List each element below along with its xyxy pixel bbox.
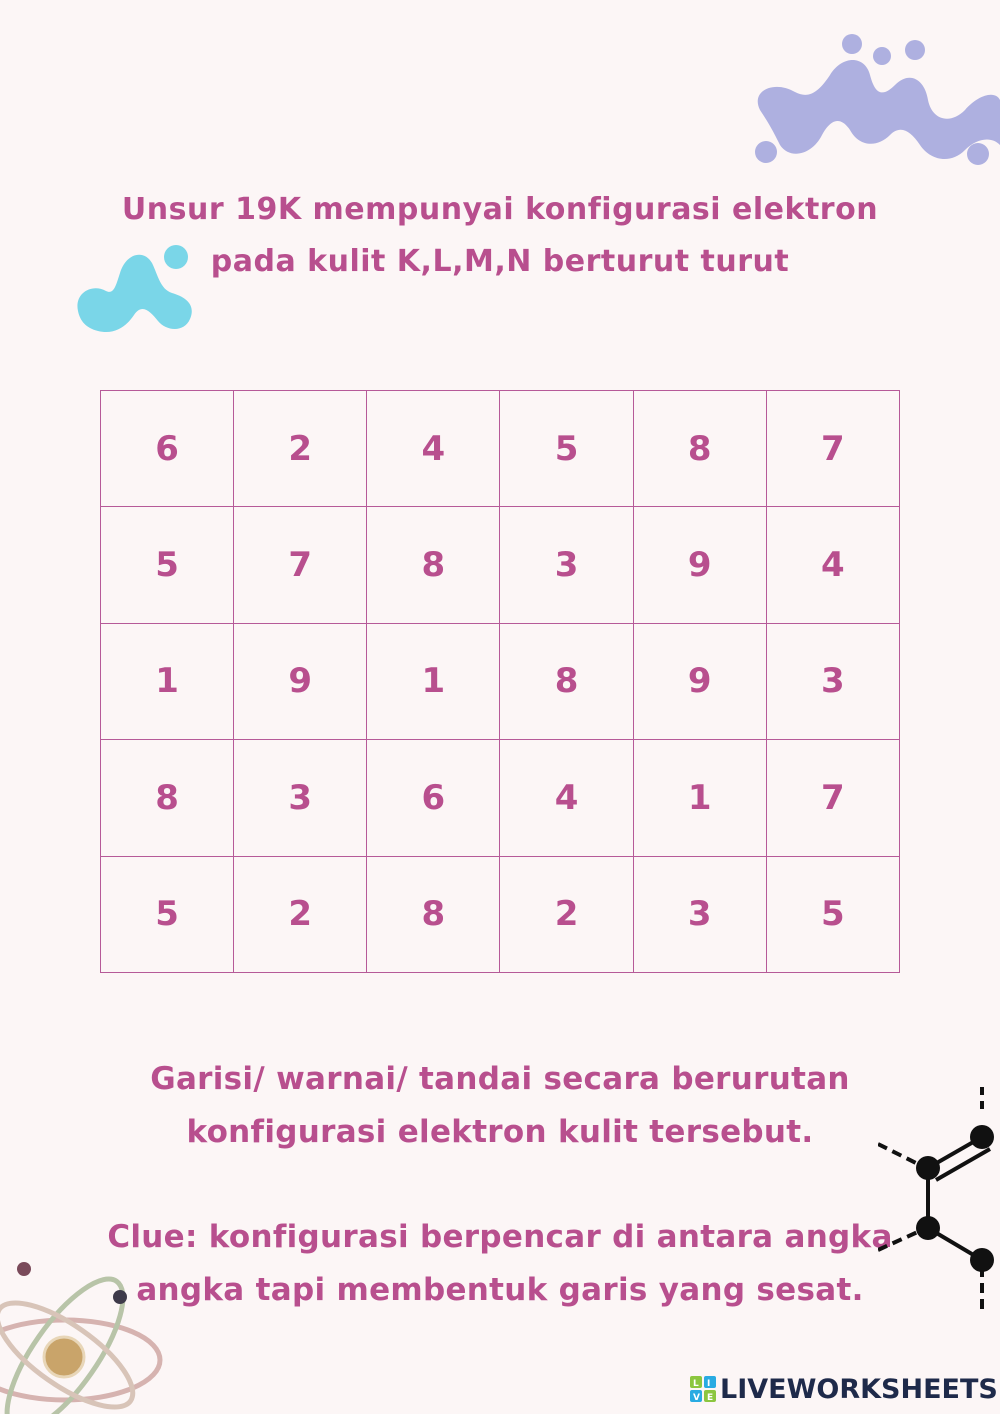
grid-cell[interactable]: 8 xyxy=(367,507,500,623)
instruction-line-1: Garisi/ warnai/ tandai secara berurutan xyxy=(150,1061,850,1097)
grid-cell[interactable]: 7 xyxy=(766,391,899,507)
grid-row xyxy=(101,856,900,972)
grid-cell[interactable]: 7 xyxy=(234,507,367,623)
grid-cell[interactable]: 3 xyxy=(766,623,899,739)
grid-cell[interactable]: 8 xyxy=(367,856,500,972)
logo-mark-icon xyxy=(690,1376,716,1402)
grid-row xyxy=(101,740,900,856)
grid-cell[interactable]: 7 xyxy=(766,740,899,856)
logo-text: LIVEWORKSHEETS xyxy=(720,1373,998,1405)
grid-cell[interactable]: 9 xyxy=(234,623,367,739)
grid-cell[interactable]: 8 xyxy=(101,740,234,856)
logo-letter: L xyxy=(693,1379,699,1389)
grid-cell[interactable]: 3 xyxy=(500,507,633,623)
grid-cell[interactable]: 4 xyxy=(367,391,500,507)
grid-cell[interactable]: 5 xyxy=(101,856,234,972)
clue-line-2: angka tapi membentuk garis yang sesat. xyxy=(136,1272,864,1308)
grid-cell[interactable]: 8 xyxy=(633,391,766,507)
grid-cell[interactable]: 1 xyxy=(101,623,234,739)
grid-cell[interactable]: 1 xyxy=(633,740,766,856)
atom-icon xyxy=(0,1255,170,1414)
page-heading xyxy=(100,184,900,288)
grid-cell[interactable]: 2 xyxy=(500,856,633,972)
clue-text xyxy=(80,1211,920,1317)
molecule-structure-icon xyxy=(878,1082,1000,1314)
grid-row xyxy=(101,391,900,507)
heading-line-2: pada kulit K,L,M,N berturut turut xyxy=(210,244,790,279)
grid-cell[interactable]: 3 xyxy=(234,740,367,856)
grid-cell[interactable]: 5 xyxy=(500,391,633,507)
number-grid xyxy=(100,390,900,973)
grid-cell[interactable]: 4 xyxy=(500,740,633,856)
grid-cell[interactable]: 5 xyxy=(766,856,899,972)
grid-cell[interactable]: 8 xyxy=(500,623,633,739)
logo-letter: V xyxy=(693,1393,700,1402)
grid-cell[interactable]: 6 xyxy=(367,740,500,856)
grid-cell[interactable]: 5 xyxy=(101,507,234,623)
instruction-text xyxy=(80,1053,920,1159)
grid-cell[interactable]: 1 xyxy=(367,623,500,739)
purple-blob-icon xyxy=(750,30,1000,170)
logo-letter: E xyxy=(707,1393,714,1402)
grid-row xyxy=(101,507,900,623)
clue-line-1: Clue: konfigurasi berpencar di antara angka xyxy=(107,1219,893,1255)
grid-row xyxy=(101,623,900,739)
grid-cell[interactable]: 4 xyxy=(766,507,899,623)
liveworksheets-logo xyxy=(690,1372,998,1406)
grid-cell[interactable]: 6 xyxy=(101,391,234,507)
logo-letter: I xyxy=(707,1379,711,1389)
grid-cell[interactable]: 9 xyxy=(633,507,766,623)
heading-line-1: Unsur 19K mempunyai konfigurasi elektron xyxy=(121,192,879,227)
grid-cell[interactable]: 9 xyxy=(633,623,766,739)
grid-cell[interactable]: 2 xyxy=(234,856,367,972)
grid-cell[interactable]: 2 xyxy=(234,391,367,507)
grid-cell[interactable]: 3 xyxy=(633,856,766,972)
instruction-line-2: konfigurasi elektron kulit tersebut. xyxy=(186,1114,814,1150)
